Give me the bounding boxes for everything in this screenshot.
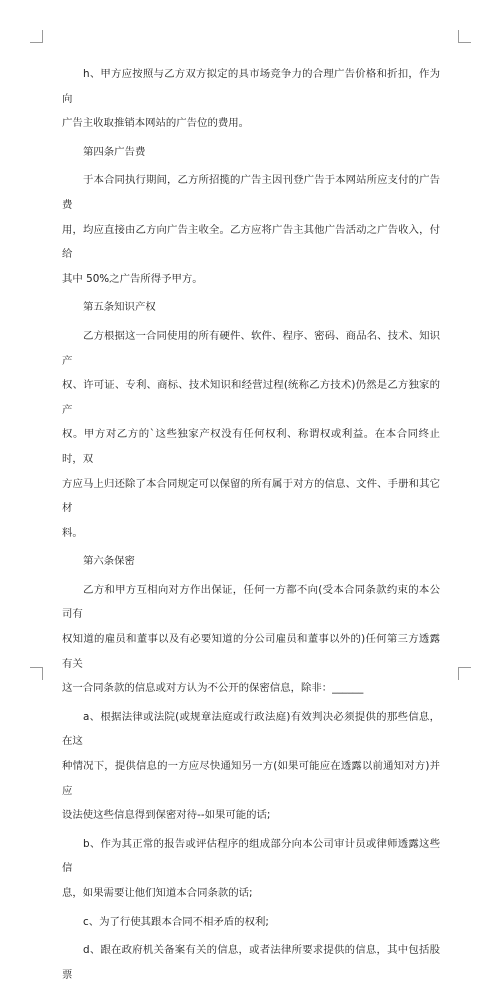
article-6-item-c: c、为了行使其跟本合同不相矛盾的权利; <box>83 915 269 928</box>
crop-mark-top-right <box>458 30 471 43</box>
article-6-item-a: a、根据法律或法院(或规章法庭或行政法庭)有效判决必须提供的那些信息，在这 种情况下，提供信息的一方应尽快通知另一方(如果可能应在透露以前通知对方)并应 设法使这些信息得到保密对待--如果可能的话; <box>62 710 440 822</box>
article-6-heading: 第六条保密 <box>83 555 135 568</box>
article-5-paragraph: 乙方根据这一合同使用的所有硬件、软件、程序、密码、商品名、技术、知识产 权、许可证、专利、商标、技术知识和经营过程(统称乙方技术)仍然是乙方独家的产 权。甲方对乙方的`这些独家产权没有任何权利、称谓权或利益。在本合同终止时，双 方应马上归还除了本合同规定可以保留的所有属于对方的信息、文件、手册和其它材 料。 <box>62 329 440 539</box>
crop-mark-bottom-left <box>30 667 43 680</box>
article-6-item-b: b、作为其正常的报告或评估程序的组成部分向本公司审计员或律师透露这些信 息，如果需要让他们知道本合同条款的话; <box>62 837 440 899</box>
article-4-paragraph: 于本合同执行期间，乙方所招揽的广告主因刊登广告于本网站所应支付的广告费 用，均应直接由乙方向广告主收全。乙方应将广告主其他广告活动之广告收入，付给 其中 50%之广告所得予甲方。 <box>62 174 440 285</box>
crop-mark-bottom-right <box>458 667 471 680</box>
article-4-heading: 第四条广告费 <box>83 145 146 158</box>
crop-mark-top-left <box>30 30 43 43</box>
article-6-paragraph: 乙方和甲方互相向对方作出保证，任何一方都不向(受本合同条款约束的本公司有 权知道的雇员和董事以及有必要知道的分公司雇员和董事以外的)任何第三方透露有关 这一合同条款的信息或对方认为不公开的保密信息，除非：______ <box>62 583 440 695</box>
document-body <box>62 62 440 991</box>
article-5-heading: 第五条知识产权 <box>83 301 156 314</box>
article-6-item-d: d、跟在政府机关备案有关的信息，或者法律所要求提供的信息，其中包括股票 <box>62 944 440 981</box>
clause-h-paragraph: h、甲方应按照与乙方双方拟定的具市场竞争力的合理广告价格和折扣，作为向 广告主收取推销本网站的广告位的费用。 <box>62 68 440 130</box>
